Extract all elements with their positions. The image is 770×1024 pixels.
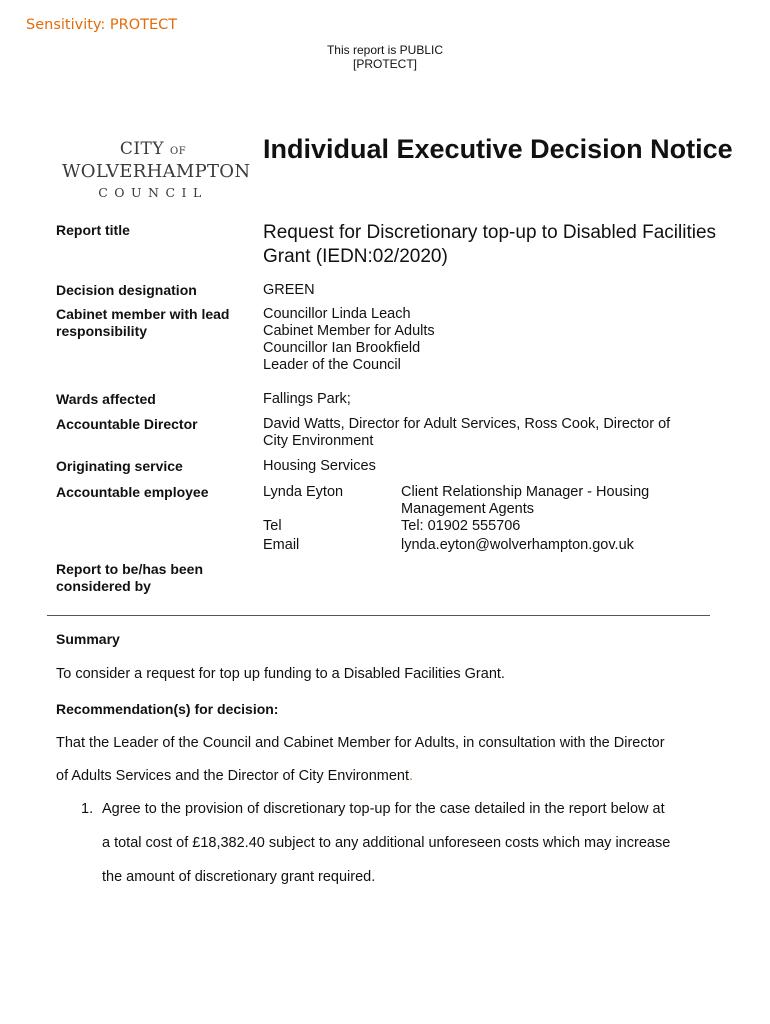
- logo-city: CITY: [119, 139, 165, 159]
- accountable-employee-label: Accountable employee: [56, 484, 209, 500]
- cabinet-member-line: Leader of the Council: [263, 357, 401, 373]
- logo-name: WOLVERHAMPTON: [62, 161, 251, 182]
- summary-heading: Summary: [56, 631, 120, 647]
- cabinet-member-line: Councillor Linda Leach: [263, 306, 411, 322]
- recommendation-line-period: .: [409, 768, 414, 784]
- cabinet-member-line: Councillor Ian Brookfield: [263, 340, 421, 356]
- summary-text: To consider a request for top up funding to a Disabled Facilities Grant.: [56, 666, 505, 682]
- email-label: Email: [263, 537, 300, 553]
- cabinet-member-value: [263, 306, 723, 374]
- recommendation-item-1: [81, 792, 721, 894]
- section-divider: [47, 615, 710, 616]
- decision-designation-label: Decision designation: [56, 282, 197, 298]
- recommendation-line: That the Leader of the Council and Cabinet Member for Adults, in consultation with the Director: [56, 735, 665, 751]
- director-line: David Watts, Director for Adult Services, Ross Cook, Director of: [263, 416, 671, 432]
- council-logo: [62, 139, 251, 202]
- logo-council: COUNCIL: [98, 185, 208, 200]
- accountable-director-label: Accountable Director: [56, 416, 198, 432]
- recommendation-line: [56, 768, 726, 784]
- cabinet-member-line: Cabinet Member for Adults: [263, 323, 435, 339]
- originating-service-value: Housing Services: [263, 458, 376, 474]
- tel-label: Tel: [263, 518, 282, 534]
- tel-value: Tel: 01902 555706: [401, 518, 521, 534]
- director-line: City Environment: [263, 433, 374, 449]
- wards-affected-label: Wards affected: [56, 391, 156, 407]
- protect-line: [PROTECT]: [352, 57, 417, 71]
- recommendation-heading: Recommendation(s) for decision:: [56, 701, 279, 717]
- public-line: This report is PUBLIC: [326, 43, 444, 57]
- report-title-value: Request for Discretionary top-up to Disabled Facilities Grant (IEDN:02/2020): [263, 222, 717, 267]
- employee-role: [401, 484, 731, 518]
- decision-designation-value: GREEN: [263, 282, 315, 298]
- recommendation-line-text: of Adults Services and the Director of City Environment: [56, 768, 409, 784]
- sensitivity-label: Sensitivity: PROTECT: [26, 17, 178, 33]
- employee-role-line: Management Agents: [401, 501, 535, 517]
- list-item-line: a total cost of £18,382.40 subject to any additional unforeseen costs which may increase: [102, 835, 671, 851]
- considered-by-label: Report to be/has been considered by: [56, 561, 204, 594]
- wards-affected-value: Fallings Park;: [263, 391, 351, 407]
- cabinet-member-label: Cabinet member with lead responsibility: [56, 306, 230, 339]
- list-number: 1.: [81, 801, 94, 817]
- originating-service-label: Originating service: [56, 458, 183, 474]
- report-title-label: Report title: [56, 222, 130, 238]
- list-item-line: Agree to the provision of discretionary top-up for the case detailed in the report below at: [102, 801, 665, 817]
- list-item-line: the amount of discretionary grant required.: [102, 869, 376, 885]
- logo-of: OF: [170, 146, 187, 157]
- classification-header: [0, 43, 770, 71]
- accountable-director-value: [263, 416, 723, 450]
- employee-role-line: Client Relationship Manager - Housing: [401, 484, 650, 500]
- employee-name: Lynda Eyton: [263, 484, 344, 500]
- email-value: lynda.eyton@wolverhampton.gov.uk: [401, 537, 634, 553]
- page-title: Individual Executive Decision Notice: [263, 134, 733, 164]
